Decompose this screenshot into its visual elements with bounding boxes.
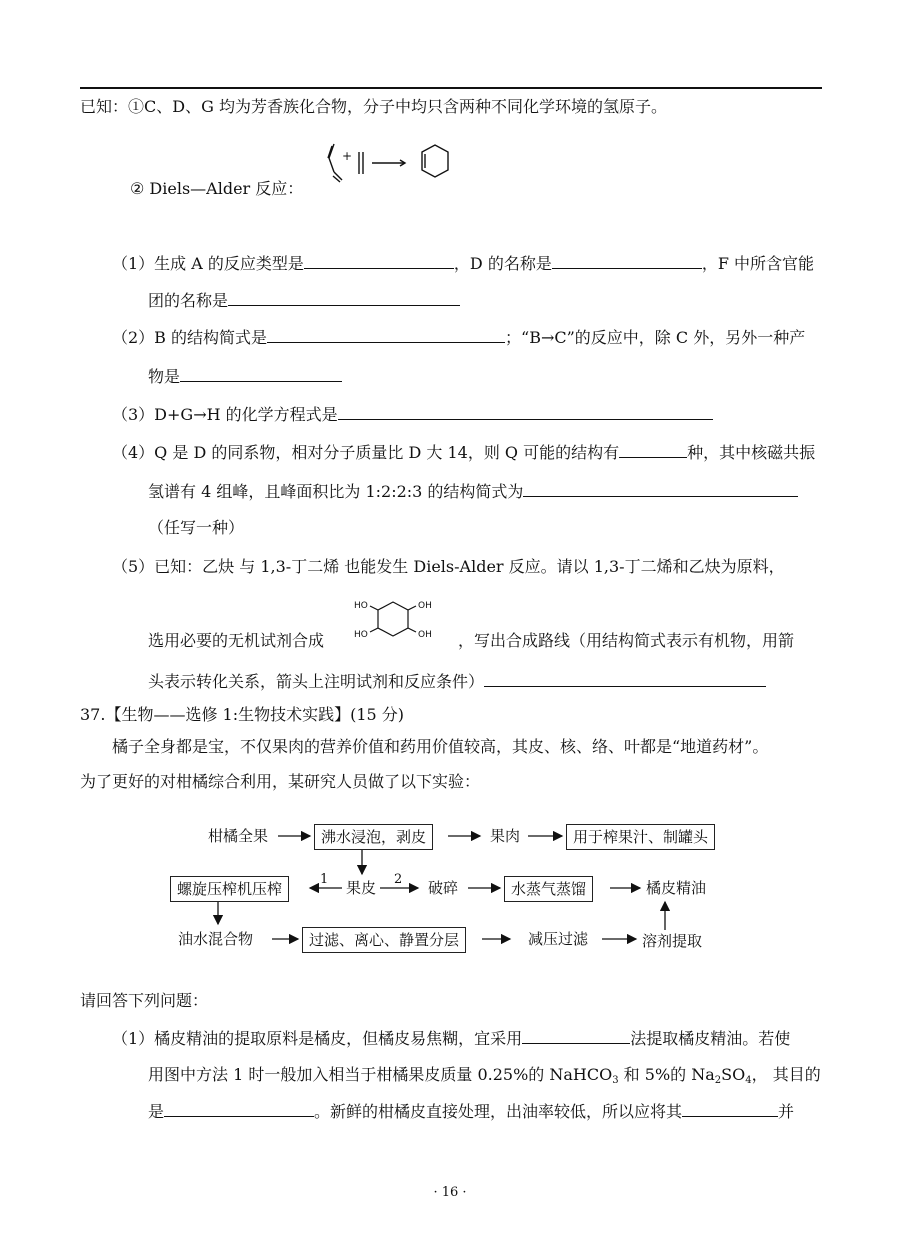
method-2-label: 2 bbox=[394, 872, 403, 887]
answer-blank[interactable] bbox=[180, 365, 342, 382]
q4-text-d: （任写一种） bbox=[148, 518, 245, 537]
bio-q1-text-c: 用图中方法 1 时一般加入相当于柑橘果皮质量 0.25%的 NaHCO bbox=[148, 1065, 613, 1084]
section-37-intro-1 bbox=[112, 736, 768, 758]
hydroxyl-label: HO bbox=[354, 601, 368, 611]
solvent-extract-node: 溶剂提取 bbox=[642, 932, 703, 950]
question-1-line-2 bbox=[148, 289, 460, 312]
q1-text-a: （1）生成 A 的反应类型是 bbox=[112, 254, 304, 273]
answer-blank[interactable] bbox=[338, 403, 713, 420]
q5-text-a: （5）已知：乙炔 与 1,3-丁二烯 也能发生 Diels-Alder 反应。请以 1,3-丁二烯和乙炔为原料， bbox=[112, 557, 785, 576]
crush-node: 破碎 bbox=[428, 879, 459, 897]
bio-q1-text-g: 是 bbox=[148, 1102, 165, 1121]
peel-node: 果皮 bbox=[346, 879, 377, 897]
q1-text-c: ，F 中所含官能 bbox=[701, 254, 815, 273]
juice-can-box: 用于榨果汁、制罐头 bbox=[566, 824, 715, 850]
q1-text-d: 团的名称是 bbox=[148, 291, 229, 310]
question-2-line-2 bbox=[148, 365, 342, 388]
bio-question-1-line-1 bbox=[112, 1027, 790, 1050]
bio-q1-text-h: 。新鲜的柑橘皮直接处理，出油率较低，所以应将其 bbox=[314, 1102, 683, 1121]
known-text-1: 已知：①C、D、G 均为芳香族化合物，分子中均只含两种不同化学环境的氢原子。 bbox=[80, 97, 667, 116]
question-2-line-1 bbox=[112, 326, 805, 349]
answer-blank[interactable] bbox=[552, 252, 702, 269]
q4-text-b: 种，其中核磁共振 bbox=[687, 443, 816, 462]
intro-text-2: 为了更好的对柑橘综合利用，某研究人员做了以下实验： bbox=[80, 772, 481, 791]
hydroxyl-label: HO bbox=[354, 630, 368, 640]
q5-text-b: 选用必要的无机试剂合成 bbox=[148, 631, 325, 650]
questions-prompt bbox=[80, 990, 208, 1012]
known-line-1 bbox=[80, 96, 667, 118]
question-1-line-1 bbox=[112, 252, 814, 275]
q5-text-d: 头表示转化关系，箭头上注明试剂和反应条件） bbox=[148, 672, 485, 691]
question-5-line-2b bbox=[458, 630, 794, 652]
intro-text-1: 橘子全身都是宝，不仅果肉的营养价值和药用价值较高，其皮、核、络、叶都是“地道药材”。 bbox=[112, 737, 769, 756]
question-3-line-1 bbox=[112, 403, 713, 426]
bio-question-1-line-2 bbox=[148, 1064, 821, 1092]
answer-blank[interactable] bbox=[619, 441, 687, 458]
bio-q1-text-d: 和 5%的 Na bbox=[618, 1065, 715, 1084]
answer-blank[interactable] bbox=[164, 1100, 314, 1117]
extraction-flowchart bbox=[170, 812, 740, 962]
answer-blank[interactable] bbox=[682, 1100, 778, 1117]
method-1-label: 1 bbox=[320, 872, 329, 887]
diels-alder-scheme bbox=[320, 136, 455, 190]
answer-blank[interactable] bbox=[304, 252, 454, 269]
q2-text-c: 物是 bbox=[148, 367, 181, 386]
vacuum-filter-node: 减压过滤 bbox=[528, 930, 589, 948]
page-number: · 16 · bbox=[433, 1185, 467, 1200]
q4-text-c: 氢谱有 4 组峰，且峰面积比为 1:2:2:3 的结构简式为 bbox=[148, 482, 524, 501]
q2-text-a: （2）B 的结构简式是 bbox=[112, 328, 268, 347]
subscript-3: 3 bbox=[612, 1075, 619, 1086]
bio-q1-text-f: ， 其目的 bbox=[751, 1065, 821, 1084]
oil-water-node: 油水混合物 bbox=[178, 930, 254, 948]
answer-blank[interactable] bbox=[267, 326, 505, 343]
question-4-line-2 bbox=[148, 480, 798, 503]
tetraol-structure bbox=[348, 594, 438, 646]
hydroxyl-label: OH bbox=[418, 601, 432, 611]
soak-peel-box: 沸水浸泡，剥皮 bbox=[314, 824, 433, 850]
question-5-line-1 bbox=[112, 556, 785, 578]
q3-text-a: （3）D+G→H 的化学方程式是 bbox=[112, 405, 338, 424]
prompt-text: 请回答下列问题： bbox=[80, 991, 209, 1010]
section-37-title-text: 37.【生物——选修 1:生物技术实践】(15 分) bbox=[80, 705, 405, 724]
q2-text-b: ；“B→C”的反应中，除 C 外，另外一种产 bbox=[505, 328, 806, 347]
answer-blank[interactable] bbox=[228, 289, 460, 306]
subscript-4: 4 bbox=[745, 1075, 752, 1086]
hydroxyl-label: OH bbox=[418, 630, 432, 640]
subscript-2: 2 bbox=[714, 1075, 722, 1086]
bio-q1-text-b: 法提取橘皮精油。若使 bbox=[630, 1029, 791, 1048]
peel-oil-node: 橘皮精油 bbox=[646, 879, 707, 897]
spiral-press-box: 螺旋压榨机压榨 bbox=[170, 876, 289, 902]
filter-separate-box: 过滤、离心、静置分层 bbox=[302, 927, 466, 953]
top-rule bbox=[80, 87, 822, 89]
bio-q1-text-e: SO bbox=[721, 1065, 746, 1084]
answer-blank[interactable] bbox=[522, 1027, 630, 1044]
answer-blank[interactable] bbox=[484, 670, 766, 687]
answer-blank[interactable] bbox=[523, 480, 798, 497]
plus-sign: + bbox=[342, 149, 353, 163]
steam-distill-box: 水蒸气蒸馏 bbox=[504, 876, 593, 902]
diels-alder-label bbox=[130, 178, 303, 200]
q5-text-c: ，写出合成路线（用结构简式表示有机物，用箭 bbox=[458, 631, 795, 650]
cyclohexene-structure bbox=[422, 145, 448, 177]
whole-fruit-node: 柑橘全果 bbox=[208, 827, 269, 845]
q4-text-a: （4）Q 是 D 的同系物，相对分子质量比 D 大 14，则 Q 可能的结构有 bbox=[112, 443, 620, 462]
pulp-node: 果肉 bbox=[490, 827, 521, 845]
question-4-line-1 bbox=[112, 441, 815, 464]
q1-text-b: ，D 的名称是 bbox=[453, 254, 552, 273]
diels-alder-text: ② Diels—Alder 反应： bbox=[130, 179, 304, 198]
question-5-line-2 bbox=[148, 630, 324, 652]
bio-q1-text-a: （1）橘皮精油的提取原料是橘皮，但橘皮易焦糊，宜采用 bbox=[112, 1029, 523, 1048]
bio-q1-text-i: 并 bbox=[778, 1102, 795, 1121]
bio-question-1-line-3 bbox=[148, 1100, 794, 1123]
section-37-title bbox=[80, 704, 404, 726]
question-4-line-3 bbox=[148, 517, 244, 539]
section-37-intro-2 bbox=[80, 771, 480, 793]
question-5-line-3 bbox=[148, 670, 766, 693]
